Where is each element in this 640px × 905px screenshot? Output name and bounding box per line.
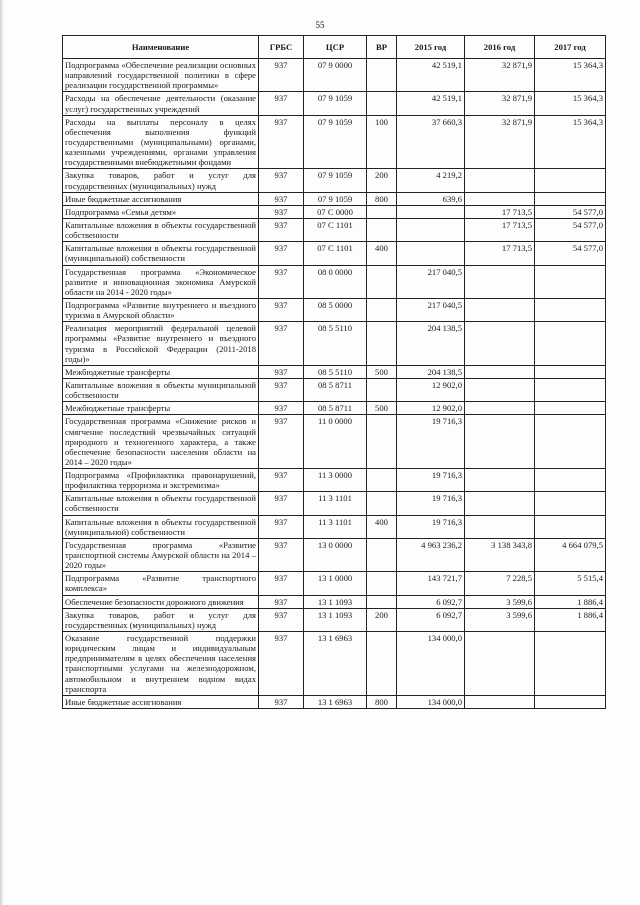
row-name-cell: Закупка товаров, работ и услуг для государственных (муниципальных) нужд [63, 169, 259, 192]
row-vr-cell: 400 [367, 242, 397, 265]
row-2016-cell [465, 378, 535, 401]
header-name: Наименование [63, 36, 259, 59]
row-grbs-cell: 937 [259, 205, 304, 218]
row-2015-cell [397, 205, 465, 218]
row-2016-cell [465, 365, 535, 378]
table-row [63, 115, 606, 169]
row-name-cell: Государственная программа «Развитие транспортной системы Амурской области на 2014 – 2020 годы» [63, 538, 259, 571]
row-csr-cell: 11 3 0000 [304, 469, 367, 492]
table-row [63, 92, 606, 115]
row-2015-cell: 12 902,0 [397, 402, 465, 415]
row-vr-cell [367, 322, 397, 366]
table-row [63, 365, 606, 378]
row-vr-cell [367, 572, 397, 595]
row-2016-cell [465, 632, 535, 696]
row-name-cell: Подпрограмма «Обеспечение реализации основных направлений государственной политики в сфере реализации государственной программы» [63, 59, 259, 92]
row-name-cell: Капитальные вложения в объекты государственной (муниципальной) собственности [63, 515, 259, 538]
row-2015-cell: 204 138,5 [397, 365, 465, 378]
row-csr-cell: 07 9 1059 [304, 115, 367, 169]
row-grbs-cell: 937 [259, 322, 304, 366]
row-grbs-cell: 937 [259, 538, 304, 571]
table-body [63, 59, 606, 709]
table-row [63, 632, 606, 696]
row-2017-cell [535, 492, 606, 515]
row-2017-cell [535, 695, 606, 708]
row-2016-cell: 32 871,9 [465, 115, 535, 169]
row-csr-cell: 13 1 0000 [304, 572, 367, 595]
row-name-cell: Закупка товаров, работ и услуг для государственных (муниципальных) нужд [63, 608, 259, 631]
row-vr-cell [367, 218, 397, 241]
row-name-cell: Капитальные вложения в объекты государственной (муниципальной) собственности [63, 242, 259, 265]
row-vr-cell: 100 [367, 115, 397, 169]
row-2017-cell: 5 515,4 [535, 572, 606, 595]
row-2015-cell: 19 716,3 [397, 515, 465, 538]
row-grbs-cell: 937 [259, 492, 304, 515]
row-2017-cell [535, 402, 606, 415]
row-2016-cell: 3 599,6 [465, 608, 535, 631]
row-2015-cell: 4 219,2 [397, 169, 465, 192]
row-vr-cell [367, 378, 397, 401]
row-vr-cell [367, 469, 397, 492]
row-csr-cell: 13 1 1093 [304, 595, 367, 608]
row-grbs-cell: 937 [259, 378, 304, 401]
row-2015-cell [397, 218, 465, 241]
row-2015-cell: 217 040,5 [397, 265, 465, 298]
budget-table [62, 35, 606, 709]
row-name-cell: Государственная программа «Экономическое развитие и инновационная экономика Амурской области на 2014 - 2020 годы» [63, 265, 259, 298]
table-row [63, 218, 606, 241]
table-row [63, 695, 606, 708]
row-2015-cell [397, 242, 465, 265]
row-2015-cell: 19 716,3 [397, 415, 465, 469]
row-2016-cell [465, 515, 535, 538]
row-name-cell: Иные бюджетные ассигнования [63, 192, 259, 205]
row-vr-cell [367, 298, 397, 321]
row-2017-cell: 4 664 079,5 [535, 538, 606, 571]
row-csr-cell: 08 5 0000 [304, 298, 367, 321]
row-2015-cell: 134 000,0 [397, 632, 465, 696]
row-name-cell: Подпрограмма «Развитие внутреннего и въездного туризма в Амурской области» [63, 298, 259, 321]
row-csr-cell: 11 3 1101 [304, 492, 367, 515]
row-vr-cell [367, 538, 397, 571]
table-row [63, 415, 606, 469]
header-2015: 2015 год [397, 36, 465, 59]
header-vr: ВР [367, 36, 397, 59]
row-csr-cell: 11 3 1101 [304, 515, 367, 538]
row-grbs-cell: 937 [259, 242, 304, 265]
row-2016-cell [465, 169, 535, 192]
row-2016-cell [465, 469, 535, 492]
row-vr-cell [367, 205, 397, 218]
row-name-cell: Реализация мероприятий федеральной целевой программы «Развитие внутреннего и въездного туризма в Российской Федерации (2011-2018 годы)» [63, 322, 259, 366]
row-grbs-cell: 937 [259, 169, 304, 192]
row-csr-cell: 13 0 0000 [304, 538, 367, 571]
row-2015-cell: 19 716,3 [397, 492, 465, 515]
table-row [63, 515, 606, 538]
row-vr-cell: 200 [367, 608, 397, 631]
scan-edge-shadow [0, 0, 4, 905]
row-2015-cell: 19 716,3 [397, 469, 465, 492]
row-csr-cell: 08 0 0000 [304, 265, 367, 298]
table-row [63, 298, 606, 321]
table-row [63, 572, 606, 595]
row-2017-cell: 1 886,4 [535, 595, 606, 608]
row-grbs-cell: 937 [259, 515, 304, 538]
row-csr-cell: 07 9 1059 [304, 169, 367, 192]
row-name-cell: Оказание государственной поддержки юридическим лицам и индивидуальным предпринимателям в целях обеспечения населения транспортными услугами на железнодорожном, автомобильном и внутреннем водном видах транспорта [63, 632, 259, 696]
row-2016-cell [465, 695, 535, 708]
row-name-cell: Подпрограмма «Семья детям» [63, 205, 259, 218]
row-csr-cell: 11 0 0000 [304, 415, 367, 469]
row-grbs-cell: 937 [259, 59, 304, 92]
row-2015-cell: 12 902,0 [397, 378, 465, 401]
row-2017-cell: 54 577,0 [535, 218, 606, 241]
row-name-cell: Расходы на обеспечение деятельности (оказание услуг) государственных учреждений [63, 92, 259, 115]
row-vr-cell: 800 [367, 695, 397, 708]
row-grbs-cell: 937 [259, 632, 304, 696]
row-grbs-cell: 937 [259, 115, 304, 169]
row-2016-cell [465, 492, 535, 515]
row-2015-cell: 4 963 236,2 [397, 538, 465, 571]
row-2016-cell [465, 415, 535, 469]
row-grbs-cell: 937 [259, 192, 304, 205]
row-2016-cell [465, 192, 535, 205]
row-name-cell: Капитальные вложения в объекты государственной собственности [63, 218, 259, 241]
row-vr-cell [367, 415, 397, 469]
row-2017-cell: 15 364,3 [535, 115, 606, 169]
table-row [63, 608, 606, 631]
row-2017-cell [535, 365, 606, 378]
table-row [63, 469, 606, 492]
row-name-cell: Межбюджетные трансферты [63, 365, 259, 378]
row-vr-cell: 400 [367, 515, 397, 538]
row-2016-cell: 32 871,9 [465, 92, 535, 115]
row-vr-cell: 200 [367, 169, 397, 192]
row-grbs-cell: 937 [259, 298, 304, 321]
row-grbs-cell: 937 [259, 415, 304, 469]
row-name-cell: Государственная программа «Снижение рисков и смягчение последствий чрезвычайных ситуаций природного и техногенного характера, а также обеспечение безопасности населения области на 2014 – 2020 годы» [63, 415, 259, 469]
row-2015-cell: 217 040,5 [397, 298, 465, 321]
row-csr-cell: 07 9 0000 [304, 59, 367, 92]
table-row [63, 538, 606, 571]
row-2017-cell [535, 265, 606, 298]
row-csr-cell: 08 5 8711 [304, 402, 367, 415]
row-name-cell: Обеспечение безопасности дорожного движения [63, 595, 259, 608]
row-2017-cell: 1 886,4 [535, 608, 606, 631]
row-grbs-cell: 937 [259, 402, 304, 415]
header-grbs: ГРБС [259, 36, 304, 59]
row-2015-cell: 6 092,7 [397, 608, 465, 631]
table-row [63, 59, 606, 92]
row-grbs-cell: 937 [259, 365, 304, 378]
row-grbs-cell: 937 [259, 572, 304, 595]
row-name-cell: Межбюджетные трансферты [63, 402, 259, 415]
row-2015-cell: 37 660,3 [397, 115, 465, 169]
row-vr-cell: 500 [367, 402, 397, 415]
row-2017-cell [535, 192, 606, 205]
row-2017-cell [535, 298, 606, 321]
table-row [63, 378, 606, 401]
row-csr-cell: 07 С 1101 [304, 218, 367, 241]
table-row [63, 402, 606, 415]
row-2016-cell: 17 713,5 [465, 242, 535, 265]
row-2016-cell: 17 713,5 [465, 205, 535, 218]
table-row [63, 492, 606, 515]
row-2017-cell [535, 469, 606, 492]
row-2017-cell [535, 415, 606, 469]
row-vr-cell [367, 492, 397, 515]
row-grbs-cell: 937 [259, 608, 304, 631]
row-csr-cell: 07 С 1101 [304, 242, 367, 265]
page-number: 55 [315, 20, 325, 30]
row-csr-cell: 13 1 6963 [304, 695, 367, 708]
row-grbs-cell: 937 [259, 595, 304, 608]
header-csr: ЦСР [304, 36, 367, 59]
row-2016-cell: 32 871,9 [465, 59, 535, 92]
row-name-cell: Иные бюджетные ассигнования [63, 695, 259, 708]
row-vr-cell: 800 [367, 192, 397, 205]
row-csr-cell: 07 9 1059 [304, 192, 367, 205]
row-2017-cell: 15 364,3 [535, 59, 606, 92]
row-2016-cell [465, 322, 535, 366]
row-2017-cell: 54 577,0 [535, 242, 606, 265]
row-2016-cell [465, 265, 535, 298]
header-2017: 2017 год [535, 36, 606, 59]
row-2016-cell [465, 298, 535, 321]
row-2015-cell: 6 092,7 [397, 595, 465, 608]
row-2017-cell [535, 632, 606, 696]
row-2017-cell [535, 378, 606, 401]
table-row [63, 205, 606, 218]
row-vr-cell [367, 632, 397, 696]
row-2017-cell: 54 577,0 [535, 205, 606, 218]
row-csr-cell: 08 5 5110 [304, 365, 367, 378]
row-name-cell: Расходы на выплаты персоналу в целях обеспечения выполнения функций государственными (муниципальными) органами, казенными учреждениями, органами управления государственными внебюджетными фондами [63, 115, 259, 169]
row-vr-cell [367, 92, 397, 115]
header-2016: 2016 год [465, 36, 535, 59]
row-vr-cell: 500 [367, 365, 397, 378]
row-2015-cell: 143 721,7 [397, 572, 465, 595]
row-2017-cell [535, 515, 606, 538]
row-grbs-cell: 937 [259, 265, 304, 298]
row-name-cell: Капитальные вложения в объекты муниципальной собственности [63, 378, 259, 401]
row-csr-cell: 13 1 1093 [304, 608, 367, 631]
row-vr-cell [367, 265, 397, 298]
row-csr-cell: 08 5 5110 [304, 322, 367, 366]
row-2016-cell: 7 228,5 [465, 572, 535, 595]
table-row [63, 265, 606, 298]
row-2016-cell [465, 402, 535, 415]
row-2016-cell: 17 713,5 [465, 218, 535, 241]
table-header-row [63, 36, 606, 59]
row-grbs-cell: 937 [259, 695, 304, 708]
row-csr-cell: 08 5 8711 [304, 378, 367, 401]
row-csr-cell: 07 9 1059 [304, 92, 367, 115]
row-2015-cell: 134 000,0 [397, 695, 465, 708]
table-row [63, 595, 606, 608]
row-2015-cell: 639,6 [397, 192, 465, 205]
table-row [63, 169, 606, 192]
row-name-cell: Подпрограмма «Развитие транспортного комплекса» [63, 572, 259, 595]
row-2015-cell: 42 519,1 [397, 92, 465, 115]
row-name-cell: Капитальные вложения в объекты государственной собственности [63, 492, 259, 515]
row-vr-cell [367, 595, 397, 608]
table-row [63, 322, 606, 366]
row-grbs-cell: 937 [259, 469, 304, 492]
row-vr-cell [367, 59, 397, 92]
row-2016-cell: 3 599,6 [465, 595, 535, 608]
row-2016-cell: 3 138 343,8 [465, 538, 535, 571]
row-csr-cell: 13 1 6963 [304, 632, 367, 696]
row-csr-cell: 07 С 0000 [304, 205, 367, 218]
row-grbs-cell: 937 [259, 92, 304, 115]
row-grbs-cell: 937 [259, 218, 304, 241]
row-2015-cell: 204 138,5 [397, 322, 465, 366]
row-2015-cell: 42 519,1 [397, 59, 465, 92]
row-2017-cell: 15 364,3 [535, 92, 606, 115]
row-2017-cell [535, 322, 606, 366]
row-name-cell: Подпрограмма «Профилактика правонарушений, профилактика терроризма и экстремизма» [63, 469, 259, 492]
table-row [63, 192, 606, 205]
row-2017-cell [535, 169, 606, 192]
table-row [63, 242, 606, 265]
